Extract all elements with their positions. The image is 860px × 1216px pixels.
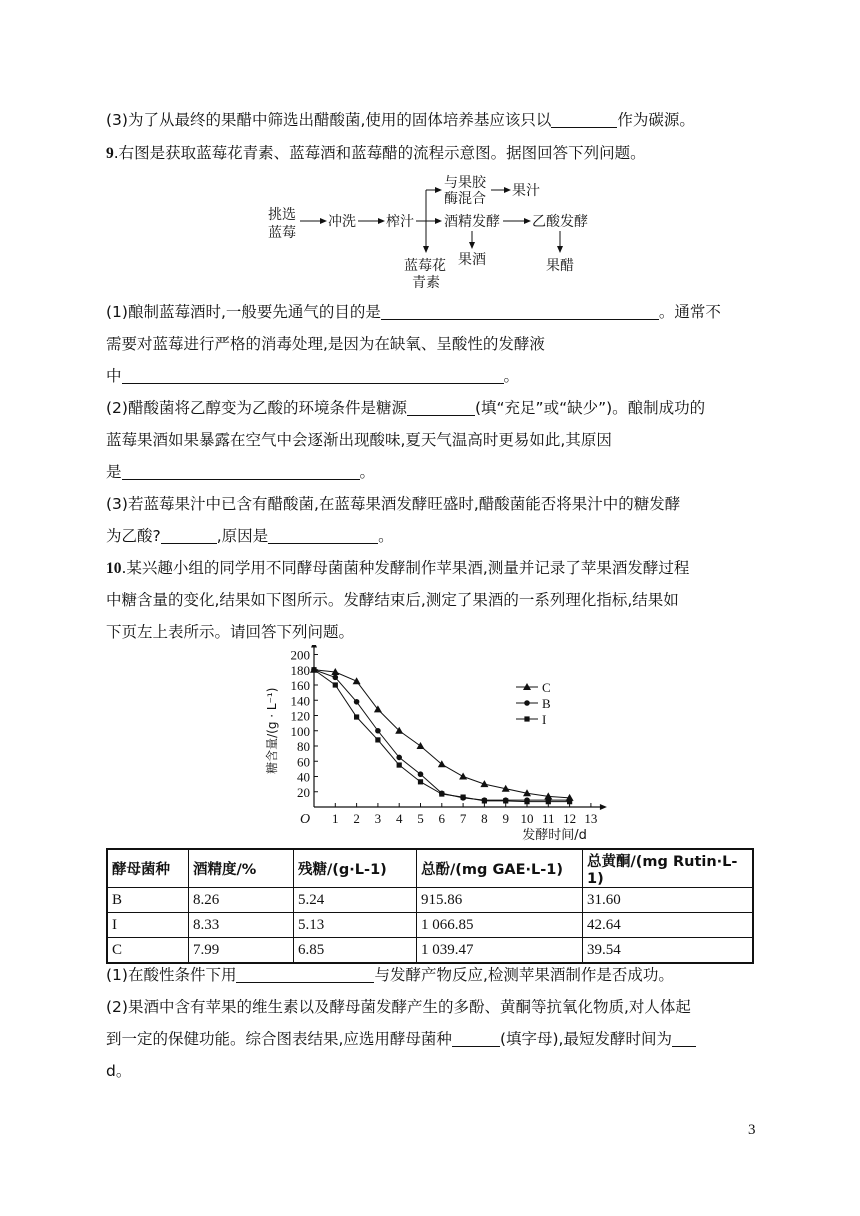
q9-part2-line1 bbox=[106, 398, 705, 418]
series-line-I bbox=[314, 670, 570, 802]
q8-part3-tail: 作为碳源。 bbox=[617, 111, 695, 129]
data-point-B bbox=[418, 771, 424, 777]
q9-part3-line2 bbox=[106, 526, 394, 546]
fermentation-indicator-table bbox=[106, 848, 754, 964]
x-tick-label: 10 bbox=[520, 811, 534, 826]
q9-part3-text-2: 为乙酸? bbox=[106, 527, 161, 545]
q9-part3-text-3: ,原因是 bbox=[216, 527, 269, 545]
q10-part1-line bbox=[106, 965, 674, 985]
x-tick-label: 2 bbox=[353, 811, 360, 826]
data-point-I bbox=[311, 667, 316, 672]
q10-stem-line2 bbox=[106, 590, 679, 610]
data-point-C bbox=[459, 773, 467, 780]
q10-stem-text: .某兴趣小组的同学用不同酵母菌菌种发酵制作苹果酒,测量并记录了苹果酒发酵过程 bbox=[121, 559, 690, 577]
q9-part2-text-4: 是 bbox=[106, 463, 122, 481]
x-tick-label: 5 bbox=[417, 811, 424, 826]
q9-part1-text-2: 。通常不 bbox=[658, 303, 721, 321]
data-point-I bbox=[546, 799, 551, 804]
table-cell: 6.85 bbox=[294, 938, 417, 964]
q10-part2-line3 bbox=[106, 1061, 131, 1081]
y-tick-label: 160 bbox=[290, 678, 310, 693]
legend-label-C: C bbox=[542, 680, 551, 695]
answer-blank[interactable] bbox=[407, 399, 475, 416]
q9-part1-line3 bbox=[106, 366, 519, 386]
flow-node-alcohol-fermentation: 酒精发酵 bbox=[444, 214, 500, 230]
legend-label-B: B bbox=[542, 696, 551, 711]
q9-part1-text-4: 中 bbox=[106, 367, 122, 385]
q10-stem-line3 bbox=[106, 622, 354, 642]
table-cell: 31.60 bbox=[583, 888, 754, 913]
q10-part2-line2 bbox=[106, 1029, 696, 1049]
table-cell: 915.86 bbox=[417, 888, 583, 913]
data-point-B bbox=[333, 675, 339, 681]
page-number: 3 bbox=[748, 1122, 756, 1138]
flow-node-mix: 酶混合 bbox=[444, 191, 486, 207]
q9-part2-text-5: 。 bbox=[359, 463, 376, 481]
table-cell: I bbox=[107, 913, 189, 938]
flow-node-blueberry: 蓝莓 bbox=[268, 225, 296, 241]
x-tick-label: 8 bbox=[481, 811, 488, 826]
q10-part2-text: (2)果酒中含有苹果的维生素以及酵母菌发酵产生的多酚、黄酮等抗氧化物质,对人体起 bbox=[106, 998, 691, 1016]
answer-blank[interactable] bbox=[122, 367, 504, 384]
table-cell: 8.26 bbox=[189, 888, 294, 913]
table-header-cell: 残糖/(g·L-1) bbox=[294, 849, 417, 888]
series-line-B bbox=[314, 670, 570, 800]
legend-label-I: I bbox=[542, 712, 547, 727]
table-header-cell: 总酚/(mg GAE·L-1) bbox=[417, 849, 583, 888]
sugar-content-chart bbox=[0, 645, 860, 845]
data-point-I bbox=[333, 682, 338, 687]
answer-blank[interactable] bbox=[381, 303, 659, 320]
table-cell: 5.24 bbox=[294, 888, 417, 913]
table-row bbox=[107, 938, 753, 964]
data-point-C bbox=[417, 742, 425, 749]
legend-marker-I bbox=[524, 716, 529, 721]
x-tick-label: 9 bbox=[502, 811, 509, 826]
x-tick-label: 1 bbox=[332, 811, 339, 826]
data-point-I bbox=[375, 737, 380, 742]
answer-blank[interactable] bbox=[672, 1030, 696, 1047]
data-point-I bbox=[503, 798, 508, 803]
y-axis-arrow bbox=[311, 645, 317, 648]
q10-part2-line1 bbox=[106, 997, 691, 1017]
table-cell: 1 039.47 bbox=[417, 938, 583, 964]
flow-node-anthocyanin-2: 青素 bbox=[412, 275, 440, 291]
table-cell: C bbox=[107, 938, 189, 964]
data-point-I bbox=[567, 799, 572, 804]
data-point-B bbox=[354, 699, 360, 705]
x-tick-label: 6 bbox=[438, 811, 446, 826]
legend-marker-B bbox=[524, 700, 530, 706]
q10-stem-line1 bbox=[106, 558, 689, 579]
answer-blank[interactable] bbox=[236, 966, 374, 983]
x-tick-label: 11 bbox=[542, 811, 555, 826]
q10-number: 10 bbox=[106, 560, 122, 577]
data-point-I bbox=[482, 798, 487, 803]
x-axis-arrow bbox=[600, 804, 607, 810]
q9-part3-text: (3)若蓝莓果汁中已含有醋酸菌,在蓝莓果酒发酵旺盛时,醋酸菌能否将果汁中的糖发酵 bbox=[106, 495, 681, 513]
q9-part2-text-2: (填“充足”或“缺少”)。酿制成功的 bbox=[474, 399, 706, 417]
flow-node-juice: 果汁 bbox=[512, 183, 540, 199]
table-header-cell: 酒精度/% bbox=[189, 849, 294, 888]
q10-part2-text-3: (填字母),最短发酵时间为 bbox=[499, 1030, 672, 1048]
data-point-I bbox=[397, 762, 402, 767]
flow-node-press: 榨汁 bbox=[386, 214, 414, 230]
q10-stem-text-2: 中糖含量的变化,结果如下图所示。发酵结束后,测定了果酒的一系列理化指标,结果如 bbox=[106, 591, 679, 609]
y-tick-label: 120 bbox=[290, 708, 310, 724]
q9-part3-text-4: 。 bbox=[378, 527, 394, 545]
flow-node-anthocyanin: 蓝莓花 bbox=[404, 258, 446, 274]
q9-part2-line2 bbox=[106, 430, 612, 450]
table-row bbox=[107, 888, 753, 913]
flow-node-wine: 果酒 bbox=[458, 252, 486, 268]
q9-part1-line1 bbox=[106, 302, 721, 322]
axis-origin-label: O bbox=[300, 812, 311, 827]
y-axis-label: 糖含量/(g · L⁻¹) bbox=[265, 687, 279, 774]
q9-number: 9 bbox=[106, 145, 114, 162]
q8-part3-text: (3)为了从最终的果醋中筛选出醋酸菌,使用的固体培养基应该只以 bbox=[106, 111, 552, 129]
x-tick-label: 4 bbox=[395, 811, 403, 826]
table-header-cell: 总黄酮/(mg Rutin·L-1) bbox=[583, 849, 754, 888]
y-tick-label: 140 bbox=[290, 693, 310, 709]
answer-blank[interactable] bbox=[452, 1030, 500, 1047]
q10-part2-text-4: d。 bbox=[106, 1062, 132, 1080]
y-tick-label: 60 bbox=[297, 754, 310, 770]
flow-node-select: 挑选 bbox=[268, 207, 296, 223]
q10-stem-text-3: 下页左上表所示。请回答下列问题。 bbox=[106, 623, 355, 641]
q9-part2-text: (2)醋酸菌将乙醇变为乙酸的环境条件是糖源 bbox=[106, 399, 407, 417]
table-cell: B bbox=[107, 888, 189, 913]
flow-diagram bbox=[0, 0, 860, 300]
q10-part1-text: (1)在酸性条件下用 bbox=[106, 966, 237, 984]
data-point-B bbox=[375, 728, 381, 734]
q10-part1-text-2: 与发酵产物反应,检测苹果酒制作是否成功。 bbox=[374, 966, 674, 984]
table-cell: 39.54 bbox=[583, 938, 754, 964]
x-tick-label: 3 bbox=[374, 811, 382, 826]
table-cell: 42.64 bbox=[583, 913, 754, 938]
table-cell: 1 066.85 bbox=[417, 913, 583, 938]
q9-stem-text: .右图是获取蓝莓花青素、蓝莓酒和蓝莓醋的流程示意图。据图回答下列问题。 bbox=[113, 144, 646, 162]
y-tick-label: 200 bbox=[290, 647, 310, 663]
q9-part2-line3 bbox=[106, 462, 375, 482]
data-point-B bbox=[396, 755, 402, 761]
x-axis-label: 发酵时间/d bbox=[522, 828, 587, 843]
data-point-I bbox=[439, 791, 444, 796]
x-tick-label: 7 bbox=[459, 811, 467, 826]
table-row bbox=[107, 913, 753, 938]
y-tick-label: 40 bbox=[297, 769, 310, 785]
y-tick-label: 100 bbox=[290, 723, 310, 739]
y-tick-label: 20 bbox=[297, 784, 310, 800]
answer-blank[interactable] bbox=[161, 527, 217, 544]
answer-blank[interactable] bbox=[122, 463, 360, 480]
table-cell: 8.33 bbox=[189, 913, 294, 938]
flow-node-pectinase: 与果胶 bbox=[444, 175, 486, 191]
flow-node-vinegar: 果醋 bbox=[546, 258, 574, 274]
table-cell: 5.13 bbox=[294, 913, 417, 938]
q9-part1-line2 bbox=[106, 334, 545, 354]
q9-part3-line1 bbox=[106, 494, 680, 514]
data-point-I bbox=[461, 794, 466, 799]
q9-part2-text-3: 蓝莓果酒如果暴露在空气中会逐渐出现酸味,夏天气温高时更易如此,其原因 bbox=[106, 431, 612, 449]
answer-blank[interactable] bbox=[268, 527, 378, 544]
q9-part1-text-3: 需要对蓝莓进行严格的消毒处理,是因为在缺氧、呈酸性的发酵液 bbox=[106, 335, 545, 353]
table-header-row bbox=[107, 849, 753, 888]
data-point-I bbox=[418, 779, 423, 784]
q9-part1-text-5: 。 bbox=[503, 367, 520, 385]
q10-part2-text-2: 到一定的保健功能。综合图表结果,应选用酵母菌种 bbox=[106, 1030, 452, 1048]
table-cell: 7.99 bbox=[189, 938, 294, 964]
y-tick-label: 180 bbox=[290, 662, 310, 678]
data-point-I bbox=[354, 714, 359, 719]
x-tick-label: 13 bbox=[584, 811, 598, 826]
q9-part1-text: (1)酿制蓝莓酒时,一般要先通气的目的是 bbox=[106, 303, 381, 321]
table-header-cell: 酵母菌种 bbox=[107, 849, 189, 888]
data-point-C bbox=[353, 677, 361, 684]
x-tick-label: 12 bbox=[563, 811, 577, 826]
flow-node-wash: 冲洗 bbox=[328, 214, 356, 230]
data-point-I bbox=[524, 799, 529, 804]
series-line-C bbox=[314, 670, 570, 798]
y-tick-label: 80 bbox=[297, 739, 310, 754]
flow-node-acetic-fermentation: 乙酸发酵 bbox=[532, 214, 588, 230]
